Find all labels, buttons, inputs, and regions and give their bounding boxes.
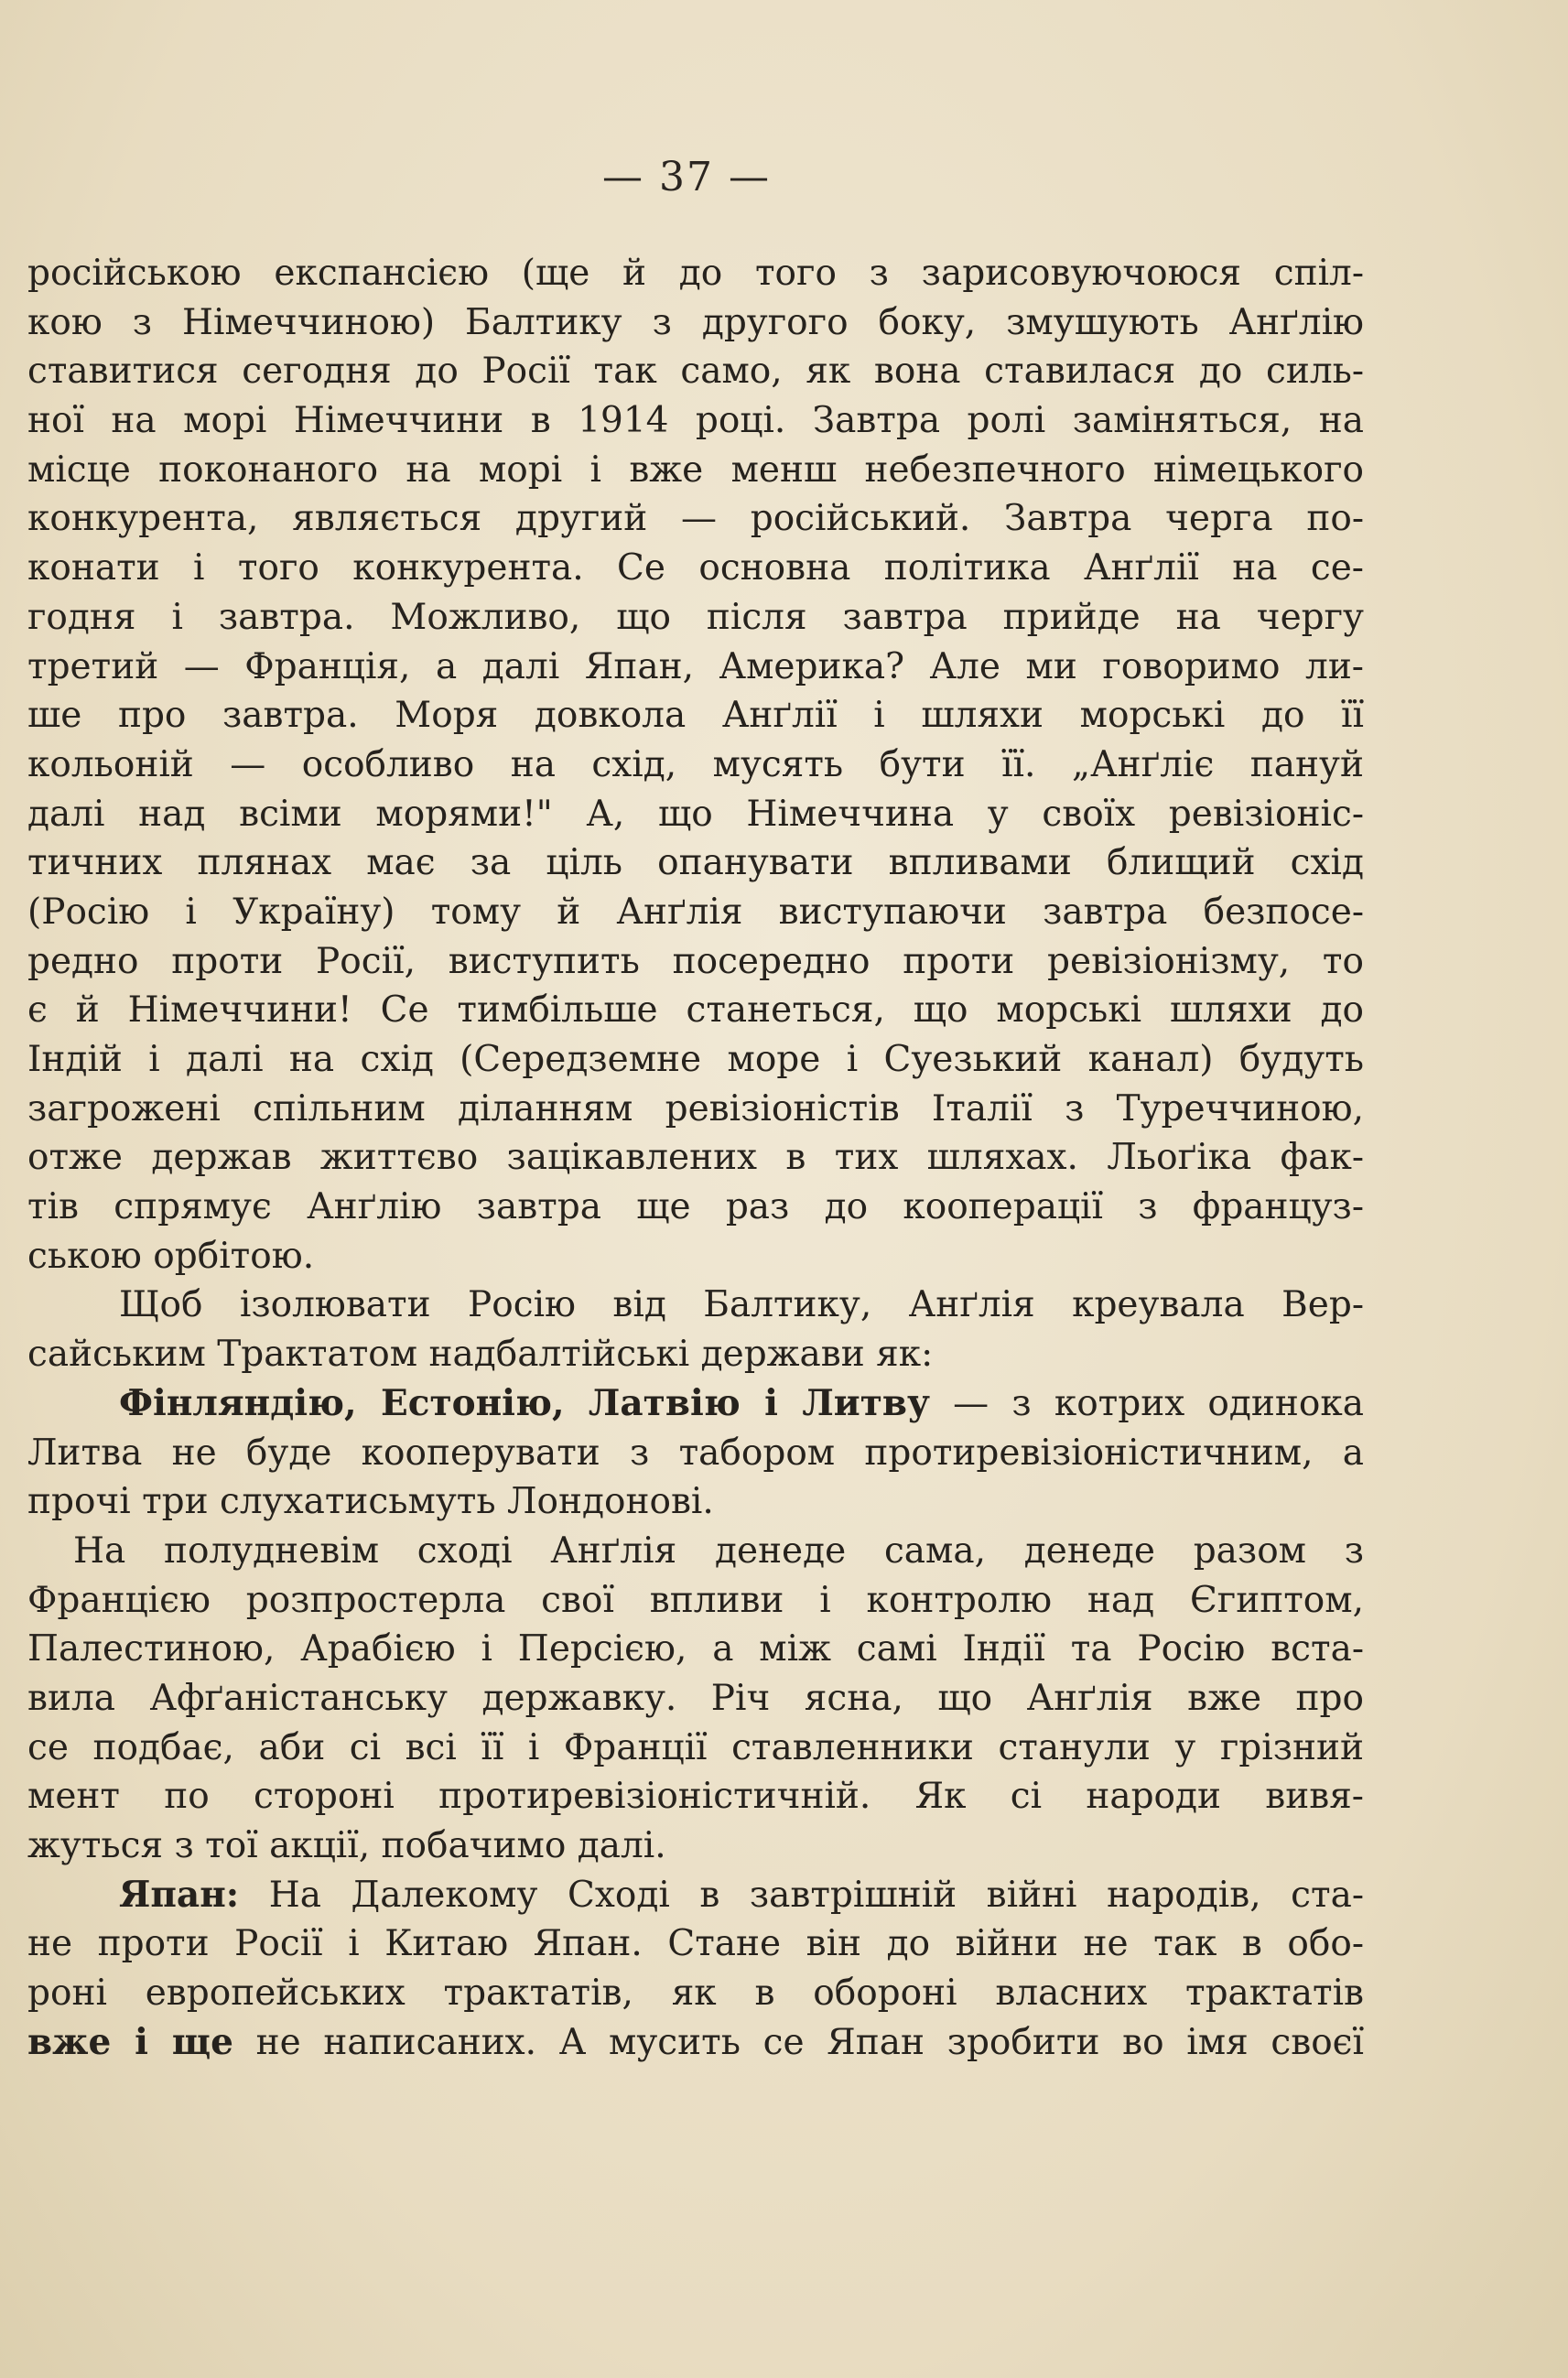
text-segment: конкурента, являється другий — російський. Завтра черга по- xyxy=(27,498,1364,540)
text-line xyxy=(27,1379,1364,1429)
text-line xyxy=(27,347,1364,396)
text-line xyxy=(27,838,1364,888)
text-line xyxy=(27,1429,1364,1478)
text-segment: — з котрих одинока xyxy=(929,1382,1364,1424)
text-line xyxy=(27,1821,1364,1871)
bold-text-segment: Фінляндію, Естонію, Латвію і Литву xyxy=(119,1381,930,1424)
text-segment: Францією розпростерла свої впливи і контролю над Єгиптом, xyxy=(27,1579,1364,1621)
text-line xyxy=(27,1477,1364,1527)
text-line xyxy=(27,1281,1364,1330)
text-line xyxy=(27,1232,1364,1281)
text-line xyxy=(27,396,1364,446)
text-line xyxy=(27,298,1364,348)
text-line xyxy=(27,691,1364,740)
text-line xyxy=(27,1330,1364,1379)
text-segment: жуться з тої акції, побачимо далі. xyxy=(27,1825,666,1866)
text-segment: На Далекому Сході в завтрішній війні народів, ста- xyxy=(239,1874,1364,1916)
text-segment: ською орбітою. xyxy=(27,1235,315,1277)
text-segment: роні европейських трактатів, як в обороні власних трактатів xyxy=(27,1973,1364,2015)
text-segment: На полудневім сході Анґлія денеде сама, денеде разом з xyxy=(73,1529,1364,1572)
text-segment: сайським Трактатом надбалтійські держави як: xyxy=(27,1334,934,1376)
text-line xyxy=(27,1674,1364,1724)
text-line xyxy=(27,790,1364,839)
text-line xyxy=(27,1527,1364,1576)
text-line xyxy=(27,937,1364,987)
text-segment: ної на морі Німеччини в 1914 році. Завтра ролі заміняться, на xyxy=(27,400,1364,442)
bold-text-segment: вже і ще xyxy=(27,2020,233,2063)
text-line xyxy=(27,249,1364,298)
text-line xyxy=(27,593,1364,643)
text-line xyxy=(27,740,1364,790)
text-segment: тичних плянах має за ціль опанувати впливами блищий схід xyxy=(27,842,1364,884)
text-line xyxy=(27,446,1364,495)
text-line xyxy=(27,1969,1364,2018)
text-line xyxy=(27,1085,1364,1134)
text-segment: російською експансією (ще й до того з зарисовуючоюся спіл- xyxy=(27,253,1364,294)
text-segment: ставитися сегодня до Росії так само, як вона ставилася до силь- xyxy=(27,351,1364,393)
text-line xyxy=(27,1035,1364,1085)
text-line xyxy=(27,1772,1364,1821)
text-segment: мент по стороні протиревізіоністичній. Як сі народи вивя- xyxy=(27,1776,1364,1818)
text-line xyxy=(27,643,1364,692)
text-segment: є й Німеччини! Се тимбільше станеться, що морські шляхи до xyxy=(27,989,1364,1032)
text-line xyxy=(27,494,1364,544)
text-segment: Литва не буде кооперувати з табором протиревізіоністичним, а xyxy=(27,1432,1364,1474)
text-segment: (Росію і Україну) тому й Анґлія виступаючи завтра безпосе- xyxy=(27,891,1364,933)
text-line xyxy=(27,1133,1364,1183)
body-text xyxy=(27,249,1364,2067)
text-segment: тів спрямує Анґлію завтра ще раз до кооперації з француз- xyxy=(27,1186,1364,1228)
text-segment: Щоб ізолювати Росію від Балтику, Анґлія креувала Вер- xyxy=(119,1284,1364,1326)
text-segment: се подбає, аби сі всі її і Франції ставленники станули у грізний xyxy=(27,1726,1364,1768)
text-line xyxy=(27,1724,1364,1773)
text-line xyxy=(27,2018,1364,2068)
text-line xyxy=(27,1919,1364,1969)
text-segment: не проти Росії і Китаю Япан. Стане він до війни не так в обо- xyxy=(27,1923,1364,1965)
text-segment: Палестиною, Арабією і Персією, а між самі Індії та Росію вста- xyxy=(27,1628,1364,1670)
text-segment: конати і того конкурента. Се основна політика Анґлії на се- xyxy=(27,547,1364,589)
text-segment: вила Афґаністанську державку. Річ ясна, що Анґлія вже про xyxy=(27,1677,1364,1719)
text-line xyxy=(27,1576,1364,1626)
text-line xyxy=(27,1183,1364,1232)
text-segment: місце поконаного на морі і вже менш небезпечного німецького xyxy=(27,449,1364,491)
text-segment: кою з Німеччиною) Балтику з другого боку, змушують Анґлію xyxy=(27,301,1364,343)
bold-text-segment: Япан: xyxy=(119,1873,240,1916)
text-segment: не написаних. А мусить се Япан зробити во імя своєї xyxy=(232,2021,1364,2063)
text-segment: прочі три слухатисьмуть Лондонові. xyxy=(27,1481,714,1523)
text-segment: третий — Франція, а далі Япан, Америка? Але ми говоримо ли- xyxy=(27,645,1364,687)
text-segment: отже держав життєво зацікавлених в тих шляхах. Льоґіка фак- xyxy=(27,1137,1364,1179)
text-segment: ше про завтра. Моря довкола Анґлії і шляхи морські до її xyxy=(27,695,1364,737)
page-number: — 37 — xyxy=(602,154,771,200)
text-segment: годня і завтра. Можливо, що після завтра прийде на чергу xyxy=(27,596,1364,638)
text-line xyxy=(27,1871,1364,1920)
text-segment: загрожені спільним діланням ревізіоністів Італії з Туреччиною, xyxy=(27,1087,1364,1130)
text-segment: далі над всіми морями!" А, що Німеччина у своїх ревізіоніс- xyxy=(27,793,1364,835)
text-segment: кольоній — особливо на схід, мусять бути її. „Анґліє пануй xyxy=(27,743,1364,785)
text-line xyxy=(27,1625,1364,1674)
text-segment: Індій і далі на схід (Середземне море і Суезький канал) будуть xyxy=(27,1039,1364,1080)
text-line xyxy=(27,888,1364,937)
text-segment: редно проти Росії, виступить посередно проти ревізіонізму, то xyxy=(27,940,1364,982)
text-line xyxy=(27,544,1364,593)
text-line xyxy=(27,986,1364,1035)
